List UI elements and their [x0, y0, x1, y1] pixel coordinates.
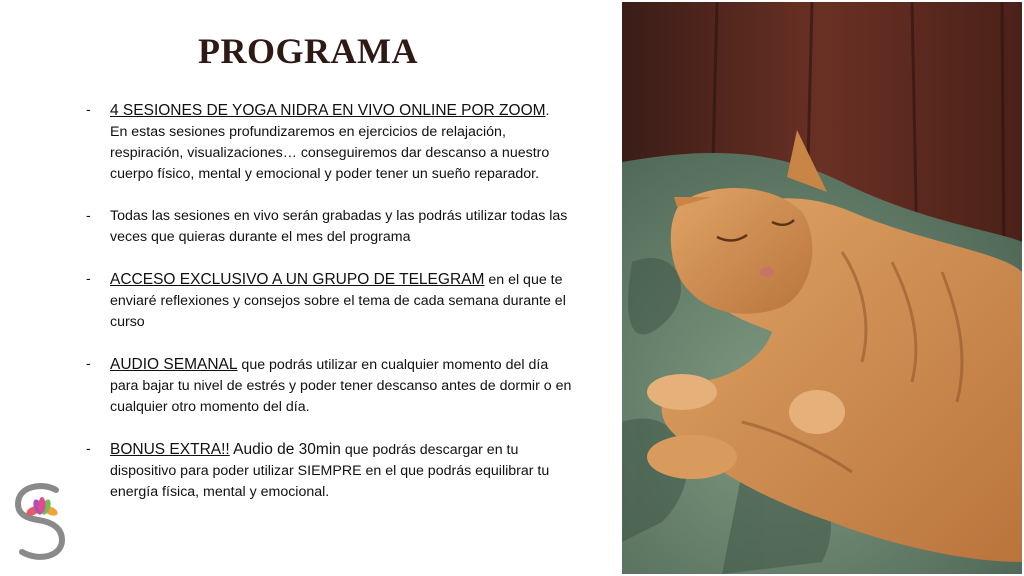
sleeping-cat-photo [622, 2, 1022, 574]
list-item [86, 439, 576, 503]
list-dash: - [86, 441, 91, 457]
list-item [86, 206, 576, 248]
item-heading: ACCESO EXCLUSIVO A UN GRUPO DE TELEGRAM [110, 271, 485, 288]
list-dash: - [86, 102, 91, 118]
list-dash: - [86, 208, 91, 224]
program-list [86, 100, 576, 503]
item-heading: BONUS EXTRA!! [110, 441, 230, 458]
item-body: que podrás utilizar en cualquier momento del día para bajar tu nivel de estrés y poder tener descanso antes de dormir o en cualquier otro momento del día. [110, 357, 572, 415]
list-item [86, 100, 576, 185]
item-heading: AUDIO SEMANAL [110, 356, 238, 373]
item-heading: 4 SESIONES DE YOGA NIDRA EN VIVO ONLINE POR ZOOM [110, 102, 546, 119]
item-body: Todas las sesiones en vivo serán grabadas y las podrás utilizar todas las veces que quieras durante el mes del programa [110, 208, 568, 245]
list-item [86, 354, 576, 418]
item-heading-punct: . [545, 103, 550, 119]
list-dash: - [86, 356, 91, 372]
item-body-lead: Audio de 30min [229, 441, 341, 458]
item-body: en el que te enviaré reflexiones y consejos sobre el tema de cada semana durante el curso [110, 272, 566, 330]
page-title: PROGRAMA [198, 31, 418, 71]
item-body: En estas sesiones profundizaremos en ejercicios de relajación, respiración, visualizaciones… conseguiremos dar descanso a nuestro cuerpo físico, mental y emocional y poder tener un sueño reparador. [110, 124, 550, 182]
list-dash: - [86, 271, 91, 287]
item-body: que podrás descargar en tu dispositivo para poder utilizar SIEMPRE en el que podrás equilibrar tu energía física, mental y emocional. [110, 442, 550, 500]
list-item [86, 269, 576, 333]
lotus-logo-icon [12, 482, 68, 562]
